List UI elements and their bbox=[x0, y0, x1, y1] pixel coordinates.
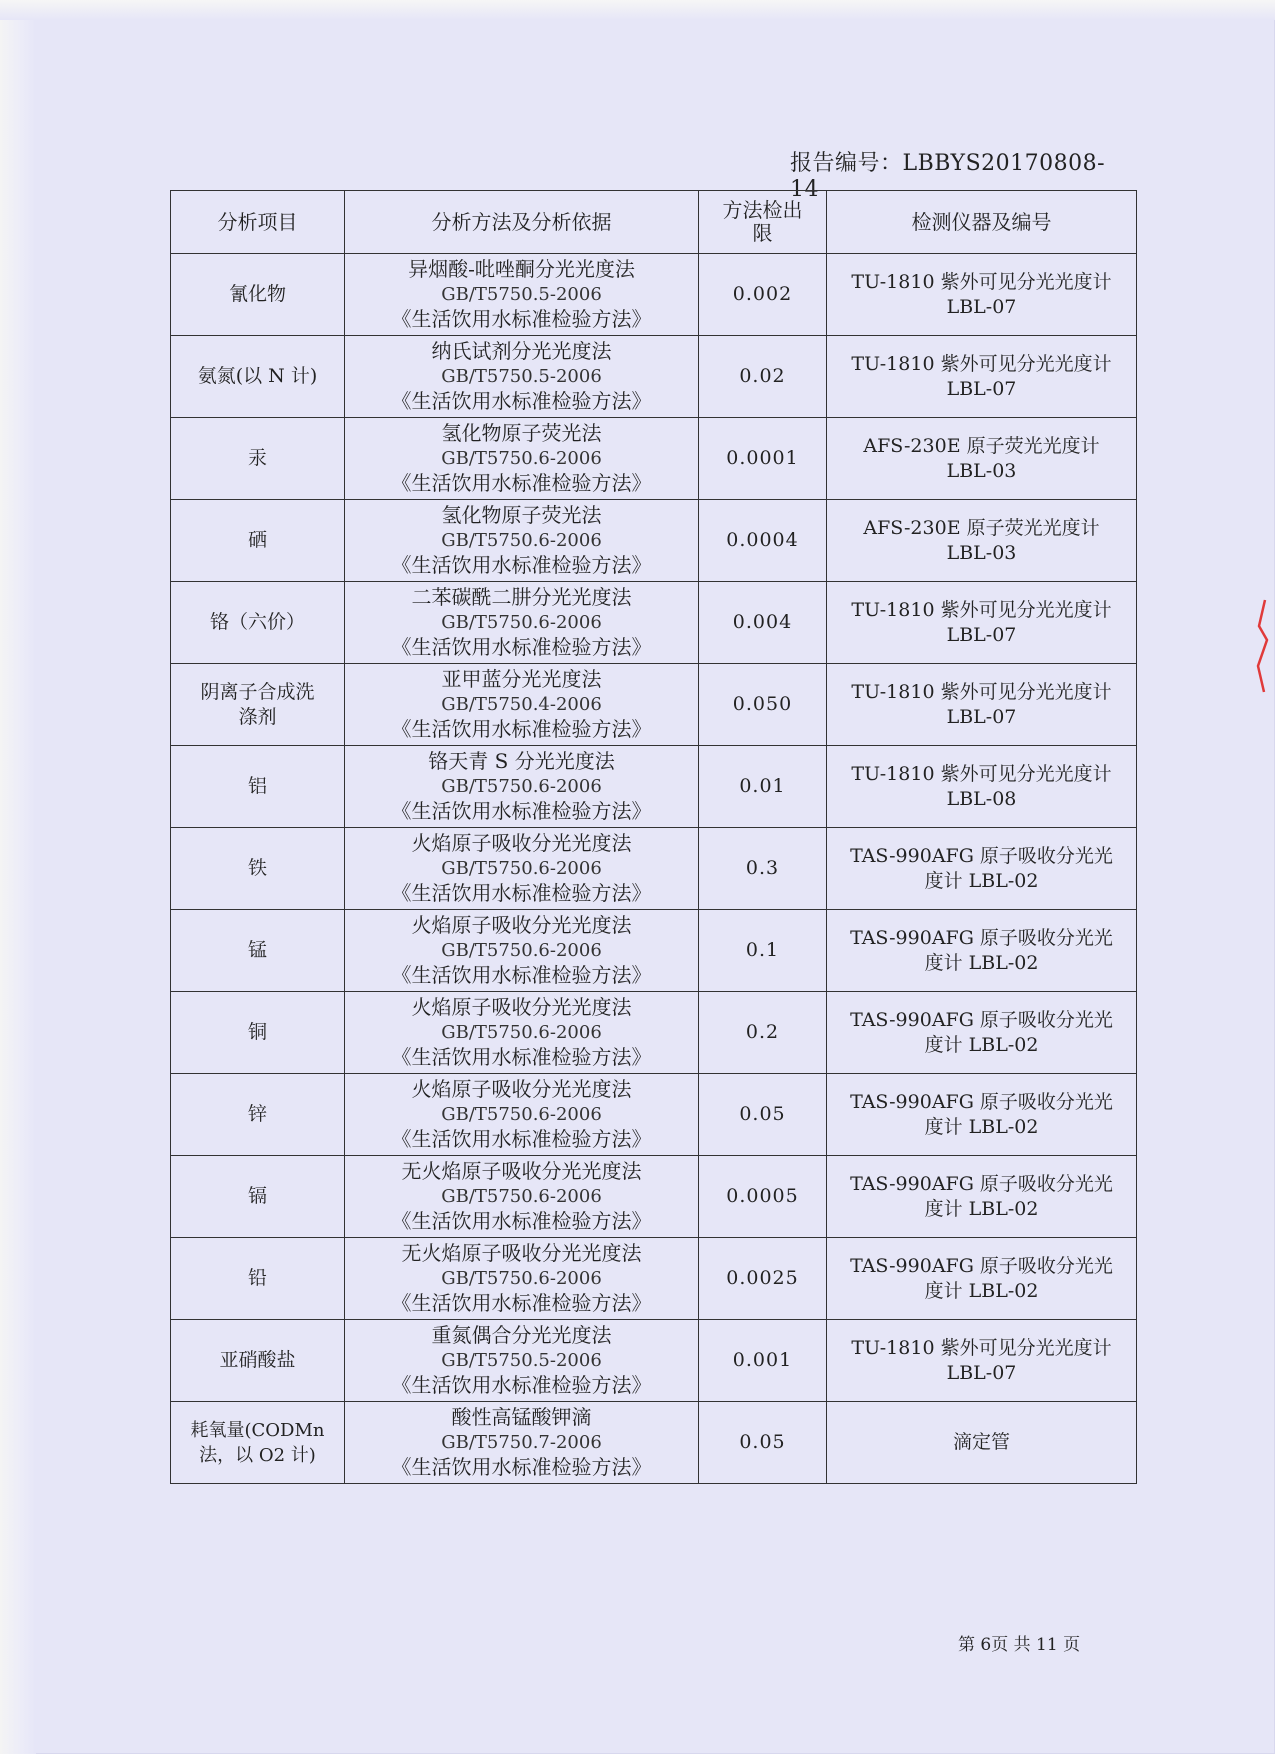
analysis-item-cell: 镉 bbox=[171, 1156, 345, 1238]
table-row bbox=[171, 828, 1137, 910]
table-row bbox=[171, 336, 1137, 418]
method-name: 酸性高锰酸钾滴 bbox=[451, 1405, 592, 1429]
instrument-cell: AFS-230E 原子荧光光度计 LBL-03 bbox=[827, 500, 1137, 582]
detection-limit-cell: 0.02 bbox=[699, 336, 827, 418]
table-row bbox=[171, 1238, 1137, 1320]
method-standard: GB/T5750.6-2006 bbox=[441, 858, 602, 879]
method-cell bbox=[345, 992, 699, 1074]
instrument-cell: TU-1810 紫外可见分光光度计 LBL-07 bbox=[827, 1320, 1137, 1402]
instrument-cell: TAS-990AFG 原子吸收分光光度计 LBL-02 bbox=[827, 992, 1137, 1074]
detection-limit-cell: 0.0005 bbox=[699, 1156, 827, 1238]
scan-top-shadow bbox=[0, 0, 1275, 20]
detection-limit-cell: 0.0004 bbox=[699, 500, 827, 582]
method-standard: GB/T5750.6-2006 bbox=[441, 448, 602, 469]
method-name: 无火焰原子吸收分光光度法 bbox=[401, 1241, 642, 1265]
red-stamp-edge bbox=[1255, 596, 1273, 696]
analysis-item-cell: 铜 bbox=[171, 992, 345, 1074]
analysis-item-cell: 氰化物 bbox=[171, 254, 345, 336]
method-standard: GB/T5750.6-2006 bbox=[441, 940, 602, 961]
method-cell bbox=[345, 254, 699, 336]
method-name: 铬天青 S 分光光度法 bbox=[428, 749, 615, 773]
method-reference: 《生活饮用水标准检验方法》 bbox=[391, 799, 652, 823]
instrument-cell: TAS-990AFG 原子吸收分光光度计 LBL-02 bbox=[827, 1074, 1137, 1156]
analysis-item-cell: 氨氮(以 N 计) bbox=[171, 336, 345, 418]
method-standard: GB/T5750.5-2006 bbox=[441, 1350, 602, 1371]
method-reference: 《生活饮用水标准检验方法》 bbox=[391, 717, 652, 741]
method-standard: GB/T5750.4-2006 bbox=[441, 694, 602, 715]
analysis-item-cell: 硒 bbox=[171, 500, 345, 582]
detection-limit-cell: 0.05 bbox=[699, 1074, 827, 1156]
method-name: 二苯碳酰二肼分光光度法 bbox=[411, 585, 632, 609]
method-reference: 《生活饮用水标准检验方法》 bbox=[391, 471, 652, 495]
instrument-cell: TAS-990AFG 原子吸收分光光度计 LBL-02 bbox=[827, 910, 1137, 992]
method-standard: GB/T5750.5-2006 bbox=[441, 366, 602, 387]
instrument-cell: AFS-230E 原子荧光光度计 LBL-03 bbox=[827, 418, 1137, 500]
method-name: 氢化物原子荧光法 bbox=[441, 503, 602, 527]
method-cell bbox=[345, 1074, 699, 1156]
table-row bbox=[171, 582, 1137, 664]
analysis-methods-table bbox=[170, 190, 1137, 1484]
instrument-cell: TAS-990AFG 原子吸收分光光度计 LBL-02 bbox=[827, 1156, 1137, 1238]
instrument-cell: TU-1810 紫外可见分光光度计 LBL-07 bbox=[827, 336, 1137, 418]
method-reference: 《生活饮用水标准检验方法》 bbox=[391, 389, 652, 413]
method-standard: GB/T5750.5-2006 bbox=[441, 284, 602, 305]
method-reference: 《生活饮用水标准检验方法》 bbox=[391, 1373, 652, 1397]
method-standard: GB/T5750.6-2006 bbox=[441, 776, 602, 797]
table-row bbox=[171, 664, 1137, 746]
method-standard: GB/T5750.7-2006 bbox=[441, 1432, 602, 1453]
method-cell bbox=[345, 746, 699, 828]
method-name: 氢化物原子荧光法 bbox=[441, 421, 602, 445]
table-row bbox=[171, 1156, 1137, 1238]
instrument-cell: TU-1810 紫外可见分光光度计 LBL-07 bbox=[827, 664, 1137, 746]
page-number: 第 6页 共 11 页 bbox=[958, 1635, 1081, 1655]
method-reference: 《生活饮用水标准检验方法》 bbox=[391, 553, 652, 577]
table-row bbox=[171, 910, 1137, 992]
detection-limit-cell: 0.001 bbox=[699, 1320, 827, 1402]
instrument-cell: TU-1810 紫外可见分光光度计 LBL-08 bbox=[827, 746, 1137, 828]
method-reference: 《生活饮用水标准检验方法》 bbox=[391, 881, 652, 905]
table-row bbox=[171, 1320, 1137, 1402]
instrument-cell: 滴定管 bbox=[827, 1402, 1137, 1484]
column-header-instrument: 检测仪器及编号 bbox=[827, 191, 1137, 254]
table-header-row bbox=[171, 191, 1137, 254]
method-cell bbox=[345, 1156, 699, 1238]
method-reference: 《生活饮用水标准检验方法》 bbox=[391, 1291, 652, 1315]
analysis-item-cell: 耗氧量(CODMn 法，以 O2 计) bbox=[171, 1402, 345, 1484]
table-row bbox=[171, 254, 1137, 336]
detection-limit-cell: 0.01 bbox=[699, 746, 827, 828]
method-name: 火焰原子吸收分光光度法 bbox=[411, 1077, 632, 1101]
scan-edge-shadow bbox=[0, 0, 36, 1754]
report-number: 报告编号：LBBYS20170808-14 bbox=[790, 151, 1106, 202]
analysis-item-cell: 锰 bbox=[171, 910, 345, 992]
analysis-item-cell: 亚硝酸盐 bbox=[171, 1320, 345, 1402]
method-standard: GB/T5750.6-2006 bbox=[441, 1186, 602, 1207]
method-name: 亚甲蓝分光光度法 bbox=[441, 667, 602, 691]
method-cell bbox=[345, 418, 699, 500]
detection-limit-cell: 0.050 bbox=[699, 664, 827, 746]
table-row bbox=[171, 1074, 1137, 1156]
method-standard: GB/T5750.6-2006 bbox=[441, 1022, 602, 1043]
method-cell bbox=[345, 500, 699, 582]
column-header-lod: 方法检出限 bbox=[699, 191, 827, 254]
table-body bbox=[171, 254, 1137, 1484]
method-cell bbox=[345, 828, 699, 910]
method-reference: 《生活饮用水标准检验方法》 bbox=[391, 635, 652, 659]
method-cell bbox=[345, 910, 699, 992]
method-reference: 《生活饮用水标准检验方法》 bbox=[391, 1455, 652, 1479]
table-row bbox=[171, 500, 1137, 582]
method-standard: GB/T5750.6-2006 bbox=[441, 530, 602, 551]
analysis-item-cell: 铝 bbox=[171, 746, 345, 828]
method-cell bbox=[345, 1238, 699, 1320]
detection-limit-cell: 0.05 bbox=[699, 1402, 827, 1484]
table-row bbox=[171, 992, 1137, 1074]
table-row bbox=[171, 418, 1137, 500]
method-reference: 《生活饮用水标准检验方法》 bbox=[391, 307, 652, 331]
detection-limit-cell: 0.0025 bbox=[699, 1238, 827, 1320]
method-name: 重氮偶合分光光度法 bbox=[431, 1323, 612, 1347]
detection-limit-cell: 0.004 bbox=[699, 582, 827, 664]
detection-limit-cell: 0.0001 bbox=[699, 418, 827, 500]
method-cell bbox=[345, 582, 699, 664]
method-cell bbox=[345, 1402, 699, 1484]
method-standard: GB/T5750.6-2006 bbox=[441, 612, 602, 633]
method-reference: 《生活饮用水标准检验方法》 bbox=[391, 1209, 652, 1233]
method-standard: GB/T5750.6-2006 bbox=[441, 1104, 602, 1125]
method-name: 纳氏试剂分光光度法 bbox=[431, 339, 612, 363]
detection-limit-cell: 0.1 bbox=[699, 910, 827, 992]
method-reference: 《生活饮用水标准检验方法》 bbox=[391, 1045, 652, 1069]
analysis-item-cell: 铬（六价） bbox=[171, 582, 345, 664]
method-reference: 《生活饮用水标准检验方法》 bbox=[391, 1127, 652, 1151]
column-header-method: 分析方法及分析依据 bbox=[345, 191, 699, 254]
method-reference: 《生活饮用水标准检验方法》 bbox=[391, 963, 652, 987]
detection-limit-cell: 0.3 bbox=[699, 828, 827, 910]
method-name: 火焰原子吸收分光光度法 bbox=[411, 913, 632, 937]
instrument-cell: TU-1810 紫外可见分光光度计 LBL-07 bbox=[827, 582, 1137, 664]
analysis-item-cell: 锌 bbox=[171, 1074, 345, 1156]
table-row bbox=[171, 1402, 1137, 1484]
table-row bbox=[171, 746, 1137, 828]
instrument-cell: TU-1810 紫外可见分光光度计 LBL-07 bbox=[827, 254, 1137, 336]
method-standard: GB/T5750.6-2006 bbox=[441, 1268, 602, 1289]
analysis-item-cell: 汞 bbox=[171, 418, 345, 500]
method-name: 火焰原子吸收分光光度法 bbox=[411, 995, 632, 1019]
analysis-item-cell: 铁 bbox=[171, 828, 345, 910]
instrument-cell: TAS-990AFG 原子吸收分光光度计 LBL-02 bbox=[827, 828, 1137, 910]
method-cell bbox=[345, 1320, 699, 1402]
method-name: 火焰原子吸收分光光度法 bbox=[411, 831, 632, 855]
method-name: 异烟酸-吡唑酮分光光度法 bbox=[408, 257, 635, 281]
instrument-cell: TAS-990AFG 原子吸收分光光度计 LBL-02 bbox=[827, 1238, 1137, 1320]
analysis-item-cell: 阴离子合成洗涤剂 bbox=[171, 664, 345, 746]
method-name: 无火焰原子吸收分光光度法 bbox=[401, 1159, 642, 1183]
detection-limit-cell: 0.002 bbox=[699, 254, 827, 336]
method-cell bbox=[345, 336, 699, 418]
detection-limit-cell: 0.2 bbox=[699, 992, 827, 1074]
method-cell bbox=[345, 664, 699, 746]
column-header-item: 分析项目 bbox=[171, 191, 345, 254]
analysis-item-cell: 铅 bbox=[171, 1238, 345, 1320]
